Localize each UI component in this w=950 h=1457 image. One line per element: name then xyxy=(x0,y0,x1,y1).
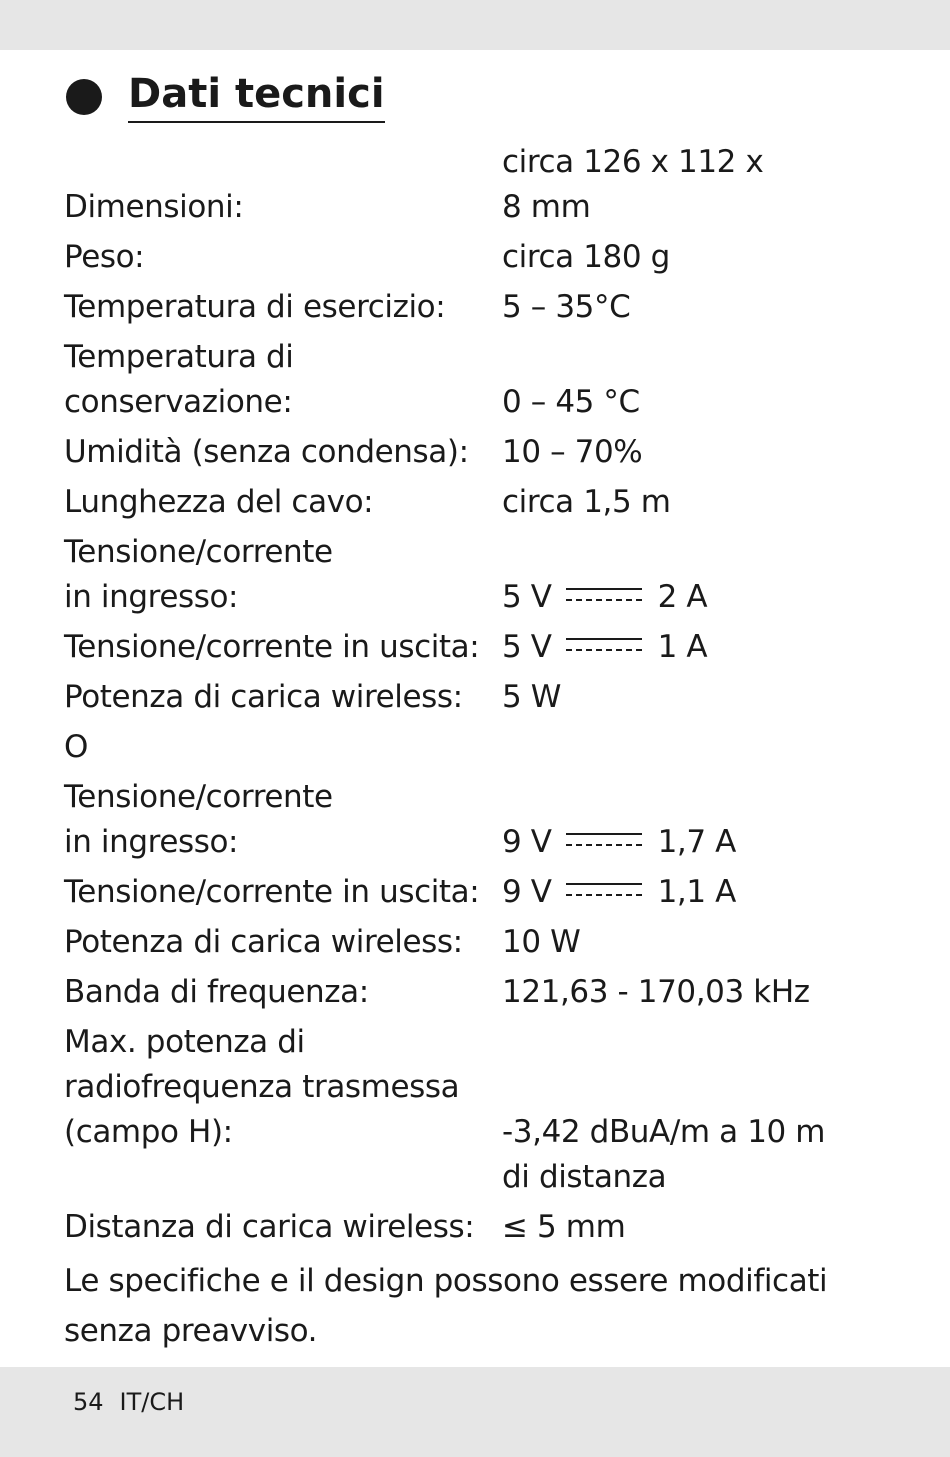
spec-row-temp-esercizio xyxy=(64,285,884,330)
spec-label: Lunghezza del cavo: xyxy=(64,484,374,520)
spec-label: Umidità (senza condensa): xyxy=(64,434,469,470)
top-band xyxy=(0,0,950,50)
spec-value: 10 W xyxy=(502,924,581,960)
spec-value xyxy=(502,820,884,865)
dc-symbol-icon xyxy=(566,585,642,605)
current-value: 1 A xyxy=(657,629,708,665)
spec-label: Tensione/corrente in ingresso: xyxy=(64,534,333,615)
dc-symbol-icon xyxy=(566,830,642,850)
spec-label: Temperatura di conservazione: xyxy=(64,339,294,420)
dc-symbol-icon xyxy=(566,880,642,900)
spec-value xyxy=(502,625,884,670)
spec-row-ingresso-2 xyxy=(64,775,884,865)
spec-label: Tensione/corrente in uscita: xyxy=(64,874,480,910)
spec-value xyxy=(502,870,884,915)
spec-row-potenza-1 xyxy=(64,675,884,720)
spec-row-ingresso-1 xyxy=(64,530,884,620)
current-value: 2 A xyxy=(657,579,708,615)
spec-row-uscita-1 xyxy=(64,625,884,670)
spec-row-banda xyxy=(64,970,884,1015)
spec-row-dimensioni xyxy=(64,140,884,230)
spec-row-distanza xyxy=(64,1205,884,1250)
footer xyxy=(73,1388,184,1416)
spec-value: 5 – 35°C xyxy=(502,289,631,325)
voltage-value: 5 V xyxy=(502,629,552,665)
spec-value: -3,42 dBuA/m a 10 m di distanza xyxy=(502,1114,826,1195)
spec-value: ≤ 5 mm xyxy=(502,1209,626,1245)
disclaimer-note: Le specifiche e il design possono essere modificati senza preavviso. xyxy=(64,1263,828,1349)
spec-value: 0 – 45 °C xyxy=(502,384,640,420)
spec-row-rf-max xyxy=(64,1020,884,1200)
section-heading xyxy=(66,70,385,123)
spec-label: Max. potenza di radiofrequenza trasmessa (campo H): xyxy=(64,1024,460,1150)
spec-value: 5 W xyxy=(502,679,562,715)
spec-label: Banda di frequenza: xyxy=(64,974,369,1010)
spec-row-potenza-2 xyxy=(64,920,884,965)
spec-label: Potenza di carica wireless: xyxy=(64,679,463,715)
spec-label: Tensione/corrente in ingresso: xyxy=(64,779,333,860)
current-value: 1,1 A xyxy=(657,874,736,910)
spec-row-uscita-2 xyxy=(64,870,884,915)
current-value: 1,7 A xyxy=(657,824,736,860)
spec-label: Distanza di carica wireless: xyxy=(64,1209,475,1245)
voltage-value: 5 V xyxy=(502,579,552,615)
spec-row-peso xyxy=(64,235,884,280)
spec-value: circa 126 x 112 x 8 mm xyxy=(502,144,764,225)
or-separator: O xyxy=(64,729,89,765)
spec-label: Temperatura di esercizio: xyxy=(64,289,446,325)
spec-row-temp-conservazione xyxy=(64,335,884,425)
spec-label: Peso: xyxy=(64,239,145,275)
dc-symbol-icon xyxy=(566,635,642,655)
spec-value: circa 1,5 m xyxy=(502,484,671,520)
spec-value: 10 – 70% xyxy=(502,434,643,470)
voltage-value: 9 V xyxy=(502,874,552,910)
spec-value xyxy=(502,575,884,620)
page-title: Dati tecnici xyxy=(128,70,385,123)
spec-value: circa 180 g xyxy=(502,239,670,275)
voltage-value: 9 V xyxy=(502,824,552,860)
locale-code: IT/CH xyxy=(119,1388,185,1416)
spec-label: Tensione/corrente in uscita: xyxy=(64,629,480,665)
bullet-icon xyxy=(66,79,102,115)
spec-label: Dimensioni: xyxy=(64,189,244,225)
spec-list xyxy=(64,140,884,1356)
page-number: 54 xyxy=(73,1388,104,1416)
spec-label: Potenza di carica wireless: xyxy=(64,924,463,960)
spec-row-cavo xyxy=(64,480,884,525)
spec-row-umidita xyxy=(64,430,884,475)
spec-value: 121,63 - 170,03 kHz xyxy=(502,974,810,1010)
